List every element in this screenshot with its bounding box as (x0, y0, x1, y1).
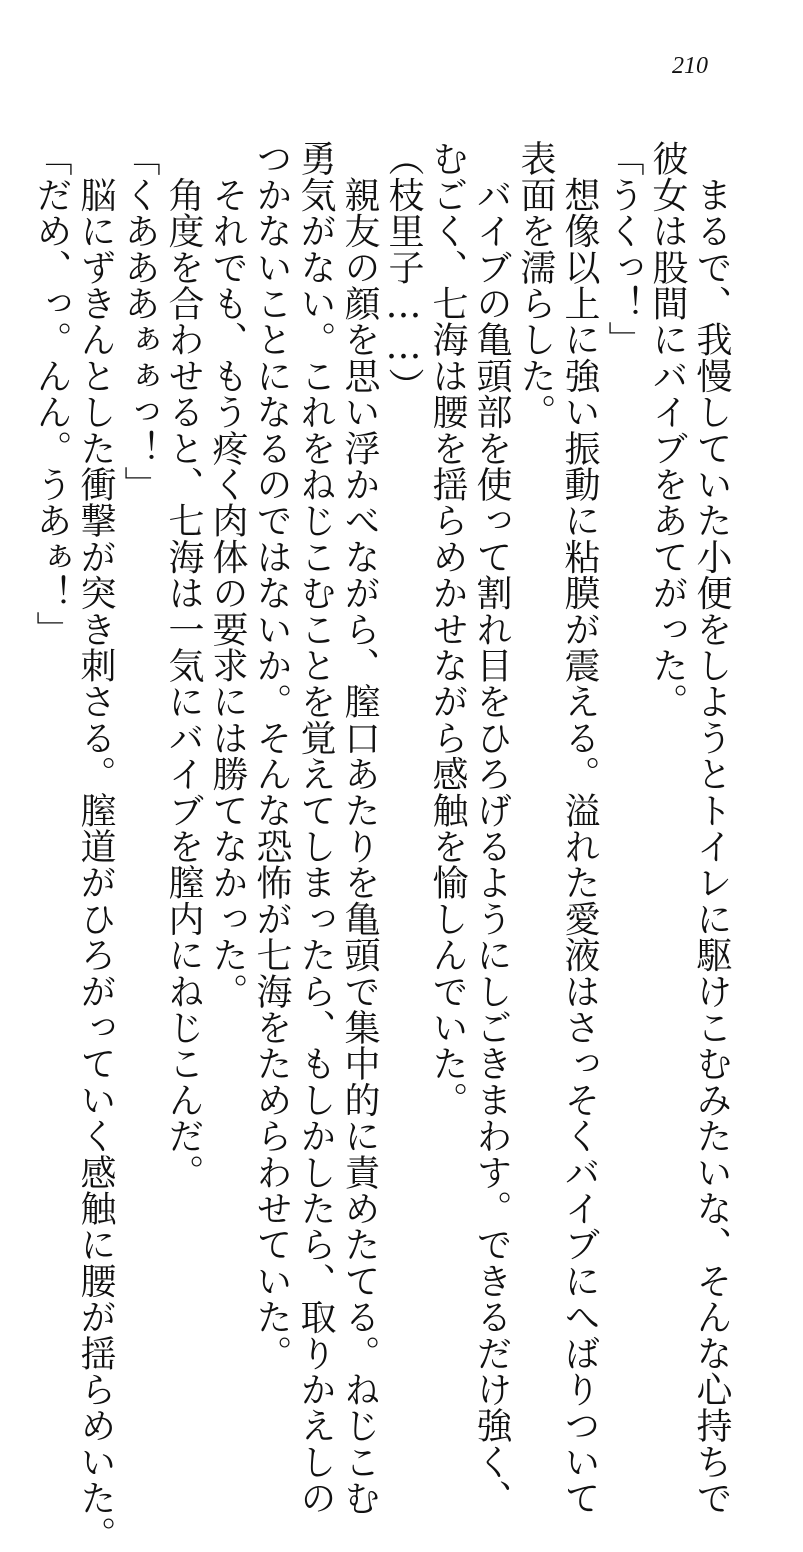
text-line: 脳にずきんとした衝撃が突き刺さる。膣道がひろがっていく感触に腰が揺らめいた。 (75, 140, 116, 1552)
text-line: 表面を濡らした。 (515, 140, 556, 430)
text-line: 勇気がない。これをねじこむことを覚えてしまったら、もしかしたら、取りかえしの (295, 140, 336, 1516)
text-line: つかないことになるのではないか。そんな恐怖が七海をためらわせていた。 (251, 140, 292, 1371)
text-line: 角度を合わせると、七海は一気にバイブを膣内にねじこんだ。 (163, 140, 204, 1190)
page-number: 210 (672, 53, 708, 79)
text-line: 「だめ、っ。んん。うあぁ！」 (31, 140, 72, 647)
text-line: むごく、七海は腰を揺らめかせながら感触を愉しんでいた。 (427, 140, 468, 1118)
text-line: 想像以上に強い振動に粘膜が震える。溢れた愛液はさっそくバイブにへばりついて (559, 140, 600, 1516)
text-line: 彼女は股間にバイブをあてがった。 (647, 140, 688, 720)
body-text (29, 140, 733, 1552)
text-line: 親友の顔を思い浮かべながら、膣口あたりを亀頭で集中的に責めたてる。ねじこむ (339, 140, 380, 1516)
text-line: （枝里子……） (383, 140, 424, 404)
text-line: それでも、もう疼く肉体の要求には勝てなかった。 (207, 140, 248, 1009)
text-line: 「くあああぁぁっ！」 (119, 140, 160, 502)
text-line: バイブの亀頭部を使って割れ目をひろげるようにしごきまわす。できるだけ強く、 (471, 140, 512, 1516)
text-line: 「うくっ！」 (603, 140, 644, 358)
text-line: まるで、我慢していた小便をしようとトイレに駆けこむみたいな、そんな心持ちで (691, 140, 732, 1516)
